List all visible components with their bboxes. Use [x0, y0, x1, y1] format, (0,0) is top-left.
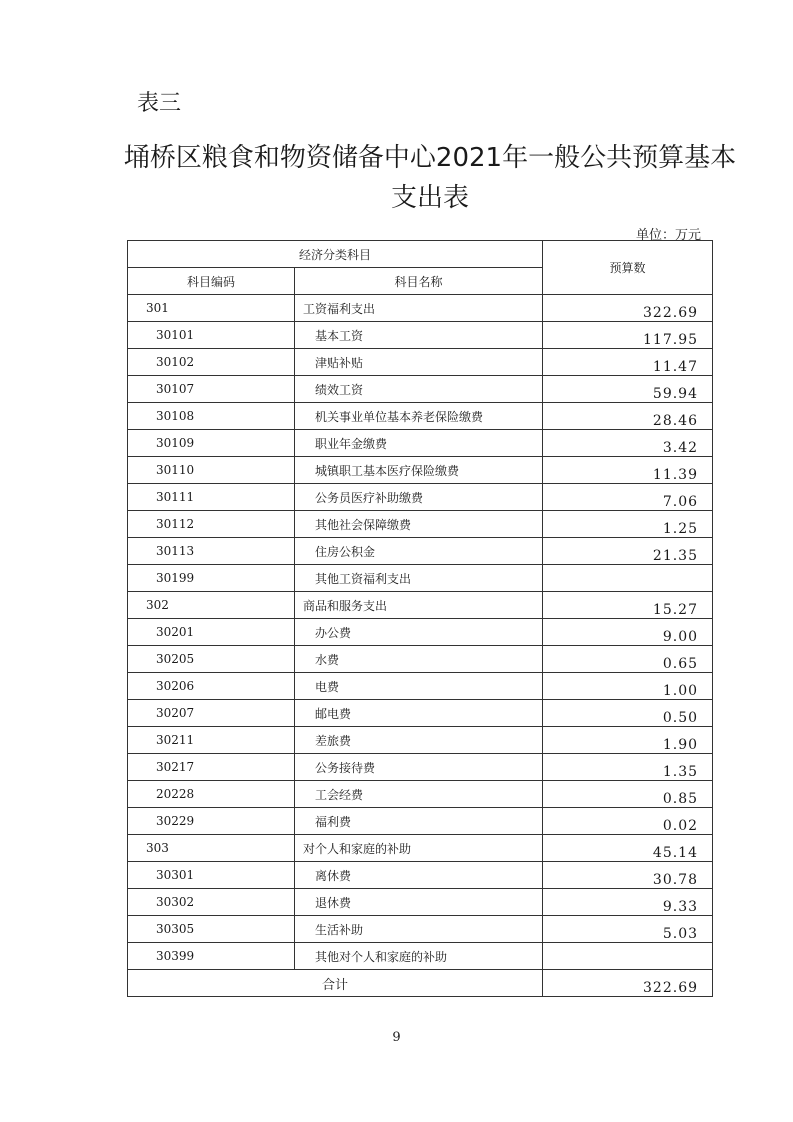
table-row — [128, 511, 713, 538]
row-code: 30302 — [128, 889, 295, 916]
table-row — [128, 727, 713, 754]
table-row — [128, 808, 713, 835]
row-amount: 7.06 — [543, 484, 713, 511]
row-amount: 1.25 — [543, 511, 713, 538]
table-row — [128, 403, 713, 430]
unit-label: 单位：万元 — [635, 228, 701, 243]
row-name: 住房公积金 — [295, 538, 543, 565]
row-name: 职业年金缴费 — [295, 430, 543, 457]
row-amount: 3.42 — [543, 430, 713, 457]
table-row — [128, 349, 713, 376]
row-code: 30110 — [128, 457, 295, 484]
row-name: 退休费 — [295, 889, 543, 916]
table-row — [128, 646, 713, 673]
row-code: 30205 — [128, 646, 295, 673]
total-label: 合计 — [128, 970, 543, 997]
table-row — [128, 295, 713, 322]
header-economic-category: 经济分类科目 — [128, 241, 543, 268]
row-code: 30109 — [128, 430, 295, 457]
row-amount: 0.02 — [543, 808, 713, 835]
row-code: 30112 — [128, 511, 295, 538]
row-code: 302 — [128, 592, 295, 619]
row-amount: 9.33 — [543, 889, 713, 916]
row-name: 福利费 — [295, 808, 543, 835]
row-code: 30229 — [128, 808, 295, 835]
row-name: 电费 — [295, 673, 543, 700]
table-row — [128, 862, 713, 889]
header-code: 科目编码 — [128, 268, 295, 295]
table-row — [128, 430, 713, 457]
row-code: 30399 — [128, 943, 295, 970]
table-row — [128, 457, 713, 484]
row-name: 生活补助 — [295, 916, 543, 943]
row-amount: 11.47 — [543, 349, 713, 376]
row-amount: 1.00 — [543, 673, 713, 700]
row-name: 办公费 — [295, 619, 543, 646]
table-label: 表三 — [137, 91, 182, 116]
row-amount: 5.03 — [543, 916, 713, 943]
row-code: 30111 — [128, 484, 295, 511]
row-name: 城镇职工基本医疗保险缴费 — [295, 457, 543, 484]
row-code: 30206 — [128, 673, 295, 700]
total-amount: 322.69 — [543, 970, 713, 997]
document-title: 埇桥区粮食和物资储备中心2021年一般公共预算基本 — [123, 143, 737, 173]
table-row — [128, 565, 713, 592]
table-row — [128, 889, 713, 916]
document-title-continued: 支出表 — [390, 183, 469, 213]
header-amount: 预算数 — [543, 241, 713, 295]
row-amount: 28.46 — [543, 403, 713, 430]
table-row — [128, 673, 713, 700]
row-name: 津贴补贴 — [295, 349, 543, 376]
row-code: 20228 — [128, 781, 295, 808]
table-row — [128, 484, 713, 511]
row-name: 其他工资福利支出 — [295, 565, 543, 592]
table-row — [128, 376, 713, 403]
row-code: 30102 — [128, 349, 295, 376]
row-name: 公务员医疗补助缴费 — [295, 484, 543, 511]
table-row — [128, 700, 713, 727]
row-name: 工会经费 — [295, 781, 543, 808]
row-amount: 30.78 — [543, 862, 713, 889]
row-amount: 45.14 — [543, 835, 713, 862]
table-row — [128, 754, 713, 781]
row-name: 水费 — [295, 646, 543, 673]
row-amount: 0.65 — [543, 646, 713, 673]
row-amount — [543, 565, 713, 592]
row-code: 30305 — [128, 916, 295, 943]
table-row — [128, 835, 713, 862]
row-code: 30108 — [128, 403, 295, 430]
row-code: 30199 — [128, 565, 295, 592]
table-row — [128, 781, 713, 808]
row-code: 30201 — [128, 619, 295, 646]
row-name: 机关事业单位基本养老保险缴费 — [295, 403, 543, 430]
row-name: 工资福利支出 — [295, 295, 543, 322]
row-name: 基本工资 — [295, 322, 543, 349]
header-name: 科目名称 — [295, 268, 543, 295]
row-code: 30113 — [128, 538, 295, 565]
row-name: 其他对个人和家庭的补助 — [295, 943, 543, 970]
row-code: 30301 — [128, 862, 295, 889]
row-name: 公务接待费 — [295, 754, 543, 781]
table-row — [128, 943, 713, 970]
row-amount: 0.85 — [543, 781, 713, 808]
row-amount: 11.39 — [543, 457, 713, 484]
row-name: 离休费 — [295, 862, 543, 889]
row-code: 30217 — [128, 754, 295, 781]
row-code: 30211 — [128, 727, 295, 754]
table-row — [128, 619, 713, 646]
row-name: 绩效工资 — [295, 376, 543, 403]
budget-table — [127, 240, 713, 997]
row-amount: 59.94 — [543, 376, 713, 403]
total-row — [128, 970, 713, 997]
table-row — [128, 916, 713, 943]
row-name: 对个人和家庭的补助 — [295, 835, 543, 862]
row-name: 差旅费 — [295, 727, 543, 754]
row-amount: 0.50 — [543, 700, 713, 727]
row-code: 30101 — [128, 322, 295, 349]
row-amount: 15.27 — [543, 592, 713, 619]
row-amount: 1.35 — [543, 754, 713, 781]
table-row — [128, 592, 713, 619]
row-amount: 21.35 — [543, 538, 713, 565]
page-number: 9 — [392, 1030, 401, 1045]
row-name: 邮电费 — [295, 700, 543, 727]
row-amount — [543, 943, 713, 970]
row-code: 30107 — [128, 376, 295, 403]
row-amount: 117.95 — [543, 322, 713, 349]
row-name: 商品和服务支出 — [295, 592, 543, 619]
row-code: 30207 — [128, 700, 295, 727]
row-code: 301 — [128, 295, 295, 322]
row-amount: 322.69 — [543, 295, 713, 322]
header-row-group — [128, 241, 713, 268]
row-amount: 9.00 — [543, 619, 713, 646]
table-row — [128, 538, 713, 565]
row-name: 其他社会保障缴费 — [295, 511, 543, 538]
row-code: 303 — [128, 835, 295, 862]
row-amount: 1.90 — [543, 727, 713, 754]
table-row — [128, 322, 713, 349]
